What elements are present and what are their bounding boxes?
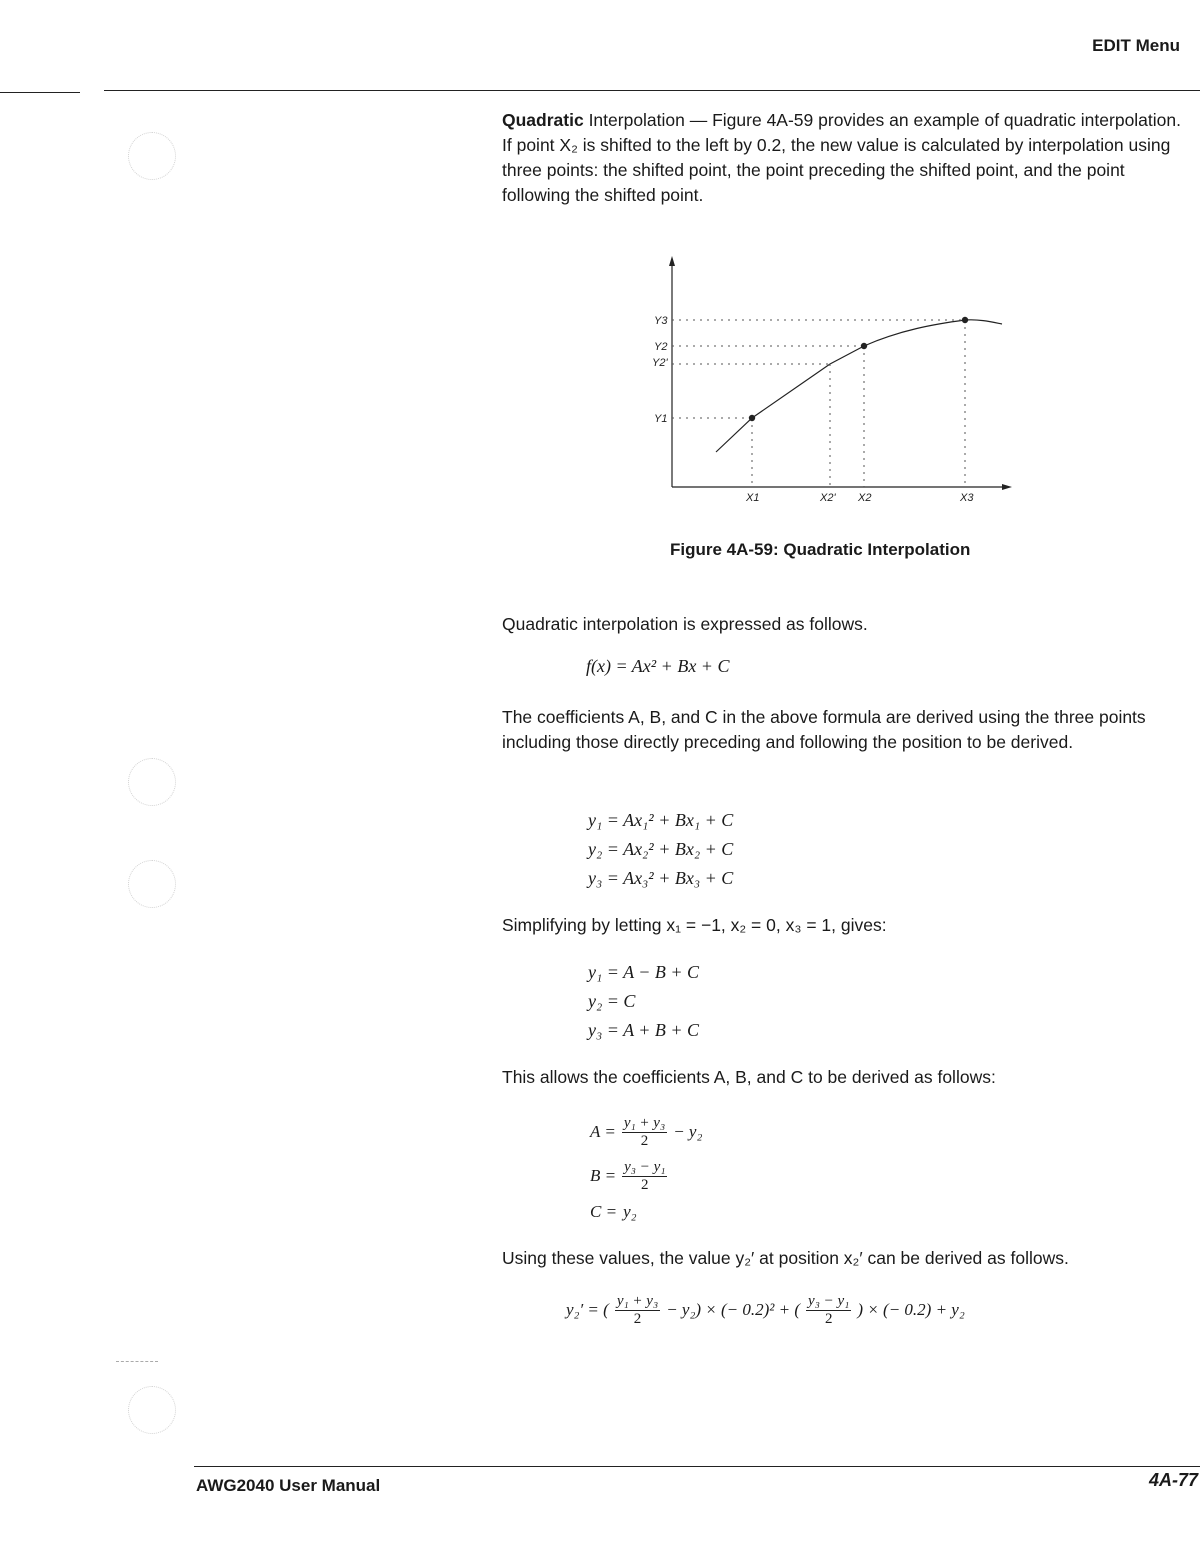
label-x1: X1 [746,492,760,504]
binder-hole [128,1386,176,1434]
final-tail: ) × (− 0.2) + y₂ [857,1300,965,1319]
equation-final [566,1288,965,1332]
coef-b-denominator: 2 [641,1176,649,1193]
y-axis-arrow [669,256,675,266]
coef-a-tail: − y₂ [673,1122,703,1141]
coefficient-equations [590,1110,702,1226]
label-y1: Y1 [654,413,668,425]
final-numerator-2: y₃ − y₁ [808,1292,850,1309]
coefficient-a [590,1110,702,1154]
final-fraction-1 [615,1293,660,1328]
coef-c-lhs: C = [590,1202,618,1221]
equation-y1-simplified: y₁ = A − B + C [588,962,700,982]
label-x3: X3 [960,492,974,504]
intro-paragraph [502,108,1182,208]
final-numerator-1: y₁ + y₃ [616,1292,659,1309]
final-lhs: y₂′ = ( [566,1300,609,1319]
point-x2 [861,343,867,349]
paragraph-final: Using these values, the value y₂′ at position x₂′ can be derived as follows. [502,1248,1069,1268]
paragraph-derive: This allows the coefficients A, B, and C to be derived as follows: [502,1067,996,1087]
final-fraction-2 [806,1293,851,1328]
equation-y2: y₂ = Ax₂² + Bx₂ + C [588,839,734,859]
equation-y3: y₃ = Ax₃² + Bx₃ + C [588,868,734,888]
coef-c-rhs: y₂ [623,1202,637,1221]
header-rule [104,90,1200,91]
label-y2-prime: Y2' [652,357,668,369]
intro-text: Interpolation — Figure 4A-59 provides an example of quadratic interpolation. If point X₂ is shifted to the left by 0.2, the new value is calculated by interpolation using three points: the shifted point, the point preceding the shifted point, and the point following the shifted point. [502,110,1181,205]
point-x3 [962,317,968,323]
manual-title: AWG2040 User Manual [196,1476,381,1495]
coef-a-lhs: A = [590,1122,616,1141]
figure-caption: Figure 4A-59: Quadratic Interpolation [670,540,971,559]
equation-y2-simplified: y₂ = C [588,991,636,1011]
quadratic-interpolation-figure [640,252,1020,512]
coef-b-lhs: B = [590,1166,617,1185]
coef-a-denominator: 2 [640,1132,649,1149]
equation-y3-simplified: y₃ = A + B + C [588,1020,700,1040]
label-y2: Y2 [654,341,668,353]
binder-hole [128,132,176,180]
equation-set-simplified [588,958,699,1045]
coef-a-fraction [622,1115,667,1150]
coefficient-c [590,1198,702,1226]
page-number: 4A-77 [1148,1470,1198,1490]
point-x1 [749,415,755,421]
label-y3: Y3 [654,315,668,327]
label-x2: X2 [858,492,872,504]
equation-y1: y₁ = Ax₁² + Bx₁ + C [588,810,734,830]
paragraph-simplify: Simplifying by letting x₁ = −1, x₂ = 0, x₃ = 1, gives: [502,915,887,935]
x-axis-arrow [1002,484,1012,490]
paragraph-coefficients: The coefficients A, B, and C in the above formula are derived using the three points including those directly preceding and following the position to be derived. [502,707,1146,752]
final-middle: − y₂) × (− 0.2)² + ( [666,1300,801,1319]
binder-hole [128,758,176,806]
coef-a-numerator: y₁ + y₃ [623,1114,666,1131]
equation-set-general [588,806,733,893]
footer-rule [194,1466,1200,1467]
coefficient-b [590,1154,702,1198]
coef-b-numerator: y₃ − y₁ [624,1158,666,1175]
intro-lead: Quadratic [502,110,584,130]
label-x2-prime: X2' [820,492,836,504]
equation-main: f(x) = Ax² + Bx + C [586,656,730,676]
coef-b-fraction [622,1159,667,1194]
header-rule-left [0,92,80,93]
section-header: EDIT Menu [1092,36,1180,55]
binder-hole [128,860,176,908]
paragraph-expression: Quadratic interpolation is expressed as follows. [502,614,868,634]
final-denominator-1: 2 [633,1310,642,1327]
interpolation-curve [716,320,1002,452]
final-denominator-2: 2 [824,1310,833,1327]
margin-mark [116,1361,158,1362]
